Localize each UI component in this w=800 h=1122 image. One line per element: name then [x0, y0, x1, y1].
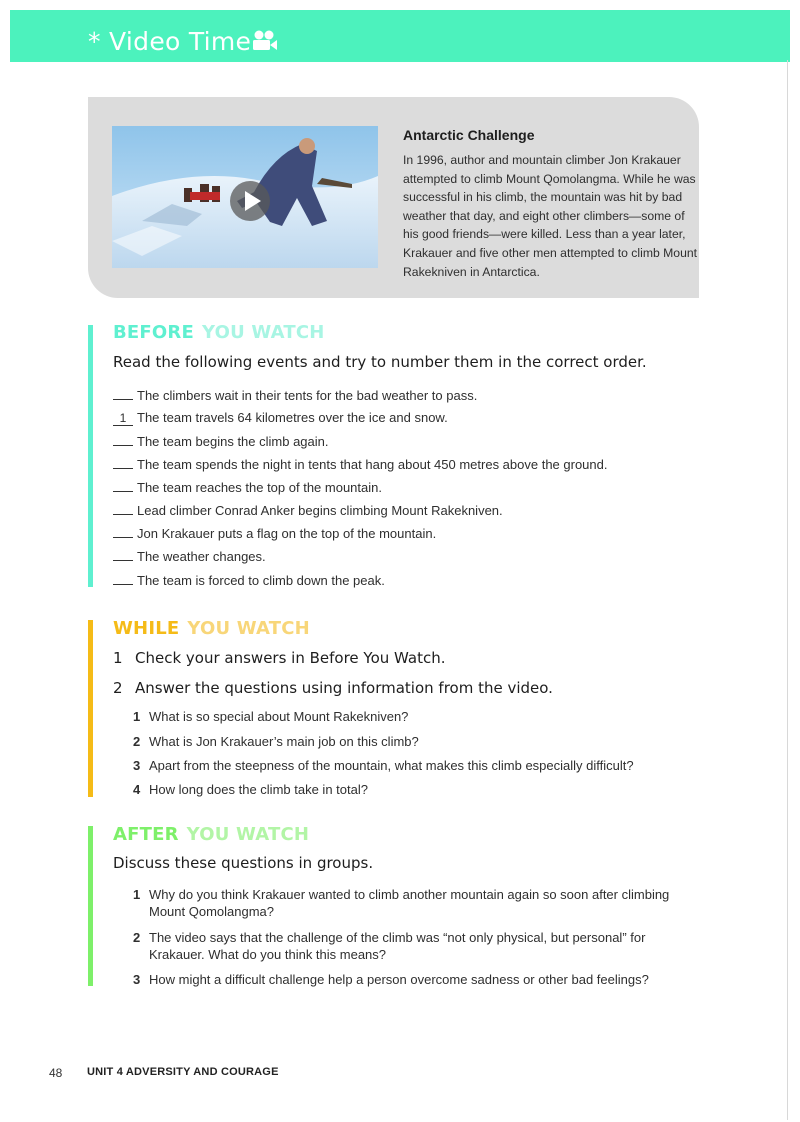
before-section-bar: [88, 325, 93, 587]
while-item: 2 Answer the questions using information from the video.: [113, 679, 553, 697]
play-icon: [245, 191, 261, 211]
while-section-bar: [88, 620, 93, 797]
page-title: * Video Time: [88, 27, 252, 56]
while-section-title: [113, 618, 310, 639]
answer-blank[interactable]: [113, 433, 133, 446]
while-question: 2 What is Jon Krakauer’s main job on this climb?: [133, 734, 419, 749]
after-question: 1 Why do you think Krakauer wanted to climb another mountain again so soon after climbing Mount Qomolangma?: [133, 887, 670, 919]
while-title-b: YOU WATCH: [187, 618, 310, 639]
before-title-b: YOU WATCH: [201, 322, 325, 343]
answer-blank[interactable]: [113, 572, 133, 585]
answer-blank[interactable]: 1: [113, 413, 133, 426]
while-item: 1 Check your answers in Before You Watch.: [113, 649, 446, 667]
before-title-a: BEFORE: [113, 322, 194, 343]
event-item: The climbers wait in their tents for the bad weather to pass.: [113, 387, 477, 403]
after-title-a: AFTER: [113, 824, 179, 845]
after-title-b: YOU WATCH: [186, 824, 310, 845]
answer-blank[interactable]: [113, 548, 133, 561]
answer-blank[interactable]: [113, 456, 133, 469]
answer-blank[interactable]: [113, 502, 133, 515]
video-description: In 1996, author and mountain climber Jon Krakauer attempted to climb Mount Qomolangma. While he was successful in his climb, the mountain was hit by bad weather that day, and eight other climbers—some of his good friends—were killed. Less than a year later, Krakauer and five other men attempted to climb Mount Rakekniven in Antarctica.: [403, 153, 698, 279]
page-edge: [787, 60, 788, 1120]
while-question: 1 What is so special about Mount Rakekniven?: [133, 709, 409, 724]
unit-label: UNIT 4 ADVERSITY AND COURAGE: [87, 1066, 279, 1078]
event-item: 1 The team travels 64 kilometres over the ice and snow.: [113, 410, 448, 426]
event-item: The team begins the climb again.: [113, 433, 329, 449]
event-item: The team reaches the top of the mountain.: [113, 479, 382, 495]
page-number: 48: [49, 1066, 63, 1080]
before-instruction: Read the following events and try to number them in the correct order.: [113, 353, 647, 371]
answer-blank[interactable]: [113, 525, 133, 538]
after-section-title: [113, 824, 309, 845]
event-item: Jon Krakauer puts a flag on the top of the mountain.: [113, 525, 436, 541]
after-question: 3 How might a difficult challenge help a person overcome sadness or other bad feelings?: [133, 972, 649, 987]
after-question: 2 The video says that the challenge of the climb was “not only physical, but personal” for Krakauer. What do you think this means?: [133, 930, 646, 962]
event-item: The team spends the night in tents that hang about 450 metres above the ground.: [113, 456, 608, 472]
after-section-bar: [88, 826, 93, 986]
video-camera-icon: [250, 30, 278, 52]
while-question: 3 Apart from the steepness of the mountain, what makes this climb especially difficult?: [133, 758, 634, 773]
answer-blank[interactable]: [113, 479, 133, 492]
while-question: 4 How long does the climb take in total?: [133, 782, 368, 797]
after-instruction: Discuss these questions in groups.: [113, 854, 374, 872]
video-title: Antarctic Challenge: [403, 127, 535, 143]
event-item: The weather changes.: [113, 548, 266, 564]
before-section-title: [113, 322, 325, 343]
event-item: The team is forced to climb down the peak.: [113, 572, 385, 588]
event-item: Lead climber Conrad Anker begins climbing Mount Rakekniven.: [113, 502, 503, 518]
while-title-a: WHILE: [113, 618, 180, 639]
answer-blank[interactable]: [113, 387, 133, 400]
